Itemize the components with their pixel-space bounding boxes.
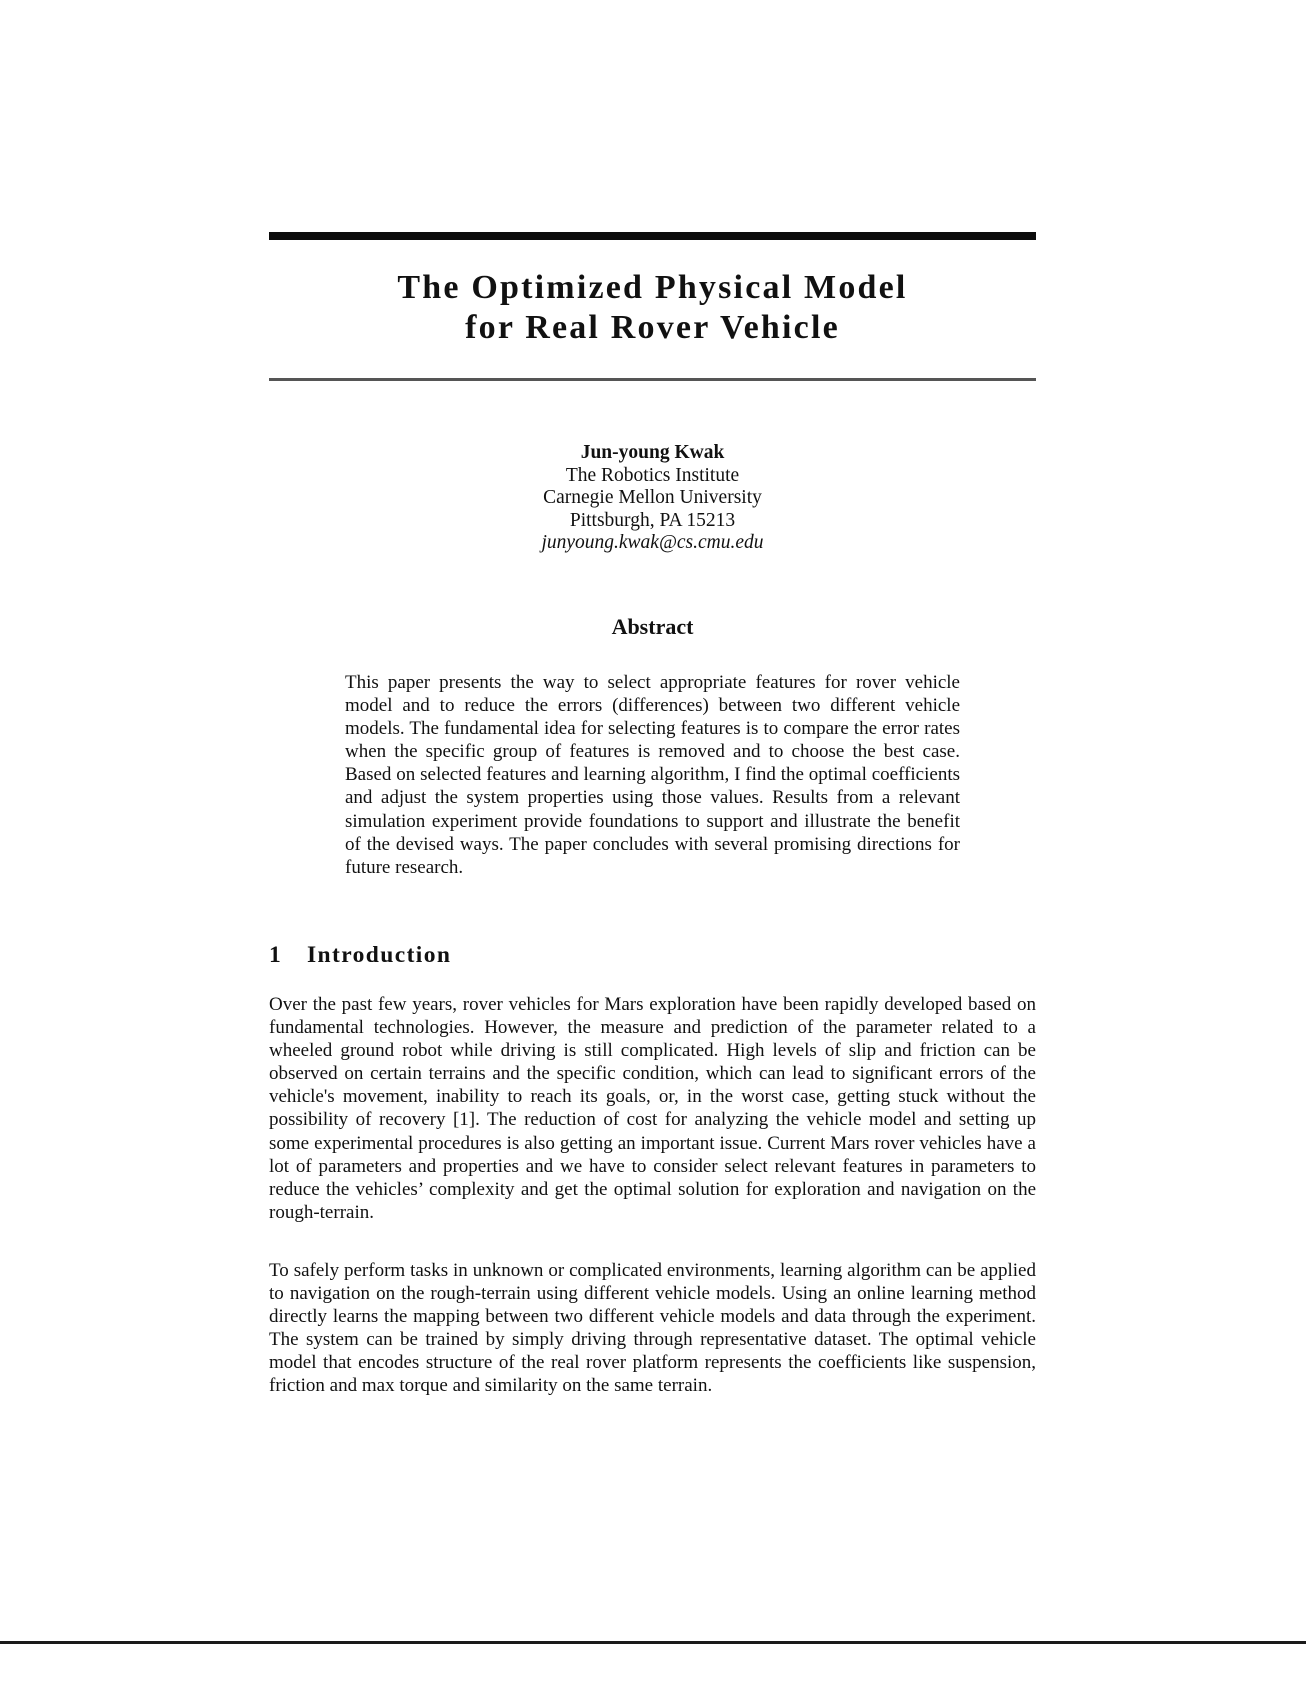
author-block: [269, 442, 1036, 555]
page-bottom-edge: [0, 1641, 1306, 1644]
abstract-text: This paper presents the way to select appropriate features for rover vehicle model and to reduce the errors (differences) between two different vehicle models. The fundamental idea for selecting features is to compare the error rates when the specific group of features is removed and to choose the best case. Based on selected features and learning algorithm, I find the optimal coefficients and adjust the system properties using those values. Results from a relevant simulation experiment provide foundations to support and illustrate the benefit of the devised ways. The paper concludes with several promising directions for future research.: [345, 672, 960, 878]
author-address: Pittsburgh, PA 15213: [569, 509, 736, 531]
section-title: Introduction: [307, 942, 452, 968]
section-heading-introduction: [269, 942, 1036, 969]
section-number: 1: [269, 942, 283, 968]
introduction-paragraph-2: To safely perform tasks in unknown or complicated environments, learning algorithm can be applied to navigation on the rough-terrain using different vehicle models. Using an online learning method directly learns the mapping between two different vehicle models and data through the experiment. The system can be trained by simply driving through representative dataset. The optimal vehicle model that encodes structure of the real rover platform represents the coefficients like suspension, friction and max torque and similarity on the same terrain.: [269, 1260, 1036, 1397]
paper-title: [269, 268, 1036, 348]
paper-title-line-1: The Optimized Physical Model: [397, 269, 908, 306]
author-affiliation-institute: The Robotics Institute: [565, 464, 740, 486]
title-top-rule: [269, 232, 1036, 240]
author-email: junyoung.kwak@cs.cmu.edu: [541, 532, 764, 553]
author-name: Jun-young Kwak: [580, 442, 725, 463]
author-affiliation-university: Carnegie Mellon University: [543, 487, 762, 508]
introduction-paragraph-1: Over the past few years, rover vehicles for Mars exploration have been rapidly developed based on fundamental technologies. However, the measure and prediction of the parameter related to a wheeled ground robot while driving is still complicated. High levels of slip and friction can be observed on certain terrains and the specific condition, which can lead to significant errors of the vehicle's movement, inability to reach its goals, or, in the worst case, getting stuck without the possibility of recovery [1]. The reduction of cost for analyzing the vehicle model and setting up some experimental procedures is also getting an important issue. Current Mars rover vehicles have a lot of parameters and properties and we have to consider select relevant features in parameters to reduce the vehicles’ complexity and get the optimal solution for exploration and navigation on the rough-terrain.: [269, 994, 1036, 1223]
paper-title-line-2: for Real Rover Vehicle: [465, 309, 840, 346]
abstract-heading: Abstract: [611, 614, 694, 639]
title-bottom-rule: [269, 378, 1036, 381]
